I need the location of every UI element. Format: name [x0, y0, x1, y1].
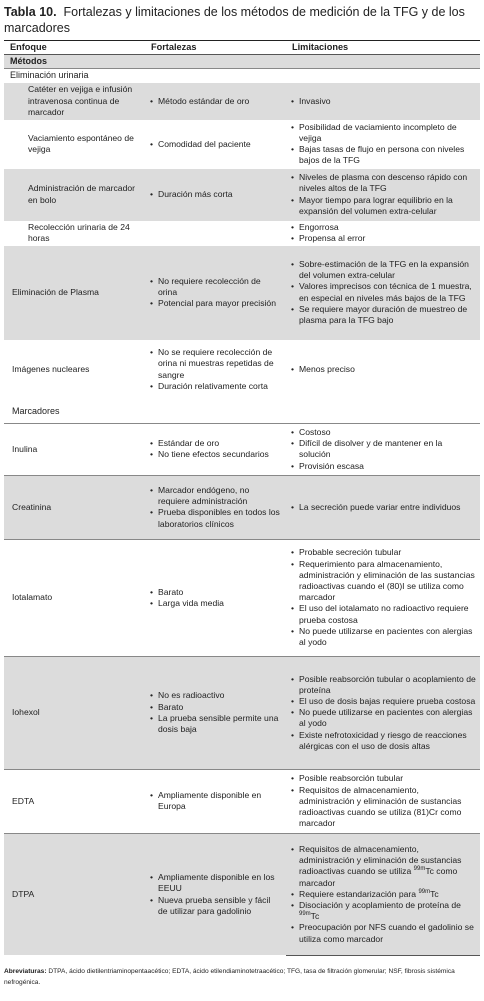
- group-eliminacion-urinaria: Eliminación urinaria: [10, 70, 89, 81]
- enfoque-cell: Inulina: [4, 423, 145, 475]
- fortalezas-cell: [145, 656, 286, 769]
- table-row: [4, 833, 480, 955]
- list-item: • Difícil de disolver y de mantener en la solución: [290, 438, 476, 460]
- table-row: [4, 539, 480, 656]
- list-item: • Método estándar de oro: [149, 96, 282, 107]
- limitaciones-cell: [286, 539, 480, 656]
- limitaciones-cell: [286, 120, 480, 169]
- fortalezas-cell: [145, 475, 286, 539]
- list-item: • Prueba disponibles en todos los laboratorios clínicos: [149, 507, 282, 529]
- enfoque-cell: Catéter en vejiga e infusión intravenosa continua de marcador: [4, 83, 145, 120]
- list-item: • Requisitos de almacenamiento, administración y eliminación de sustancias radioactivas cuando se utiliza (81)Cr como marcador: [290, 785, 476, 830]
- enfoque-cell: Imágenes nucleares: [12, 364, 90, 374]
- group-row-eliminacion: [4, 69, 480, 83]
- fortalezas-cell: [145, 246, 286, 340]
- footnote-label: Abreviaturas:: [4, 968, 47, 975]
- section-marcadores: Marcadores: [12, 405, 60, 416]
- list-item: • Duración más corta: [149, 189, 282, 200]
- list-item: • Valores imprecisos con técnica de 1 muestra, en especial en niveles más bajos de la TFG: [290, 281, 476, 303]
- fortalezas-cell: [145, 769, 286, 833]
- list-item: • Estándar de oro: [149, 438, 282, 449]
- enfoque-cell: Vaciamiento espontáneo de vejiga: [28, 132, 134, 155]
- list-item: • No requiere recolección de orina: [149, 276, 282, 298]
- strengths-limitations-table: [4, 40, 480, 956]
- table-row: [4, 83, 480, 120]
- list-item: • Invasivo: [290, 96, 476, 107]
- list-item: • La secreción puede variar entre individuos: [290, 502, 476, 513]
- list-item: • Propensa al error: [290, 233, 476, 244]
- header-enfoque: Enfoque: [4, 41, 145, 55]
- table-row: [4, 475, 480, 539]
- list-item: • Posible reabsorción tubular: [290, 773, 476, 784]
- enfoque-cell: DTPA: [4, 833, 145, 955]
- limitaciones-cell: [286, 475, 480, 539]
- fortalezas-cell: [145, 221, 286, 246]
- list-item: • No puede utilizarse en pacientes con alergias al yodo: [290, 707, 476, 729]
- list-item: • Niveles de plasma con descenso rápido con niveles altos de la TFG: [290, 172, 476, 194]
- list-item-text: Requisitos de almacenamiento, administración y eliminación de sustancias radioactivas cuando se utiliza: [299, 843, 462, 877]
- fortalezas-cell: [145, 169, 286, 221]
- list-item: • Comodidad del paciente: [149, 139, 282, 150]
- limitaciones-cell: [286, 246, 480, 340]
- list-item: • Menos preciso: [290, 364, 476, 375]
- list-item: • Preocupación por NFS cuando el gadolinio se utiliza como marcador: [290, 922, 476, 944]
- list-item: • Requerimiento para almacenamiento, administración y eliminación de las sustancias radioactivas cuando el (80)I se utiliza como marcador: [290, 559, 476, 604]
- table-label: Tabla 10.: [4, 5, 57, 19]
- list-item: • No tiene efectos secundarios: [149, 449, 282, 460]
- list-item: • Posible reabsorción tubular o acoplamiento de proteína: [290, 674, 476, 696]
- list-item: • Costoso: [290, 427, 476, 438]
- list-item: • Potencial para mayor precisión: [149, 298, 282, 309]
- list-item-text: Disociación y acoplamiento de proteína de: [299, 899, 461, 910]
- limitaciones-cell: [286, 656, 480, 769]
- list-item: • Provisión escasa: [290, 461, 476, 472]
- list-item-text: Requiere estandarización para: [299, 888, 419, 899]
- table-title: [4, 4, 480, 36]
- list-item: • Probable secreción tubular: [290, 547, 476, 558]
- fortalezas-cell: [145, 340, 286, 400]
- table-row: [4, 221, 480, 246]
- list-item: • Barato: [149, 587, 282, 598]
- list-item-text: Tc como marcador: [299, 866, 458, 888]
- list-item: • Barato: [149, 702, 282, 713]
- list-item: • Marcador endógeno, no requiere administración: [149, 485, 282, 507]
- enfoque-cell: Creatinina: [4, 475, 145, 539]
- list-item: • Ampliamente disponible en los EEUU: [149, 872, 282, 894]
- header-fortalezas: Fortalezas: [145, 41, 286, 55]
- header-row: [4, 41, 480, 55]
- enfoque-cell: Eliminación de Plasma: [4, 246, 145, 340]
- fortalezas-cell: [145, 83, 286, 120]
- enfoque-cell: EDTA: [4, 769, 145, 833]
- list-item: • Duración relativamente corta: [149, 381, 282, 392]
- limitaciones-cell: [286, 340, 480, 400]
- list-item: • Posibilidad de vaciamiento incompleto de vejiga: [290, 122, 476, 144]
- section-row-metodos: [4, 55, 480, 69]
- limitaciones-cell: [286, 833, 480, 955]
- list-item: • Nueva prueba sensible y fácil de utilizar para gadolinio: [149, 895, 282, 917]
- table-row: [4, 656, 480, 769]
- limitaciones-cell: [286, 221, 480, 246]
- footnote: [4, 966, 480, 988]
- list-item: • Ampliamente disponible en Europa: [149, 790, 282, 812]
- list-item: • El uso de dosis bajas requiere prueba costosa: [290, 696, 476, 707]
- limitaciones-cell: [286, 769, 480, 833]
- enfoque-cell: Iohexol: [4, 656, 145, 769]
- list-item: • Sobre-estimación de la TFG en la expansión del volumen extra-celular: [290, 259, 476, 281]
- list-item: • El uso del iotalamato no radioactivo requiere prueba costosa: [290, 603, 476, 625]
- limitaciones-cell: [286, 169, 480, 221]
- list-item: • La prueba sensible permite una dosis baja: [149, 713, 282, 735]
- section-row-marcadores: [4, 400, 480, 424]
- table-row: [4, 769, 480, 833]
- list-item: • Existe nefrotoxicidad y riesgo de reacciones alérgicas con el uso de dosis altas: [290, 730, 476, 752]
- table-row: [4, 246, 480, 340]
- fortalezas-cell: [145, 833, 286, 955]
- superscript: 99m: [413, 866, 426, 873]
- header-limitaciones: Limitaciones: [286, 41, 480, 55]
- fortalezas-cell: [145, 120, 286, 169]
- list-item: • Engorrosa: [290, 222, 476, 233]
- list-item: • No puede utilizarse en pacientes con alergias al yodo: [290, 626, 476, 648]
- limitaciones-cell: [286, 83, 480, 120]
- footnote-text: DTPA, ácido dietilentriaminopentaacético; EDTA, ácido etilendiaminotetraacético; TFG, tasa de filtración glomerular; NSF, fibrosis sistémica nefrogénica.: [4, 968, 455, 986]
- table-title-text: Fortalezas y limitaciones de los métodos de medición de la TFG y de los marcadores: [4, 5, 465, 35]
- list-item-text: Tc: [430, 888, 439, 899]
- list-item: [290, 844, 476, 889]
- list-item: • Mayor tiempo para lograr equilibrio en la expansión del volumen extra-celular: [290, 195, 476, 217]
- list-item: • No se requiere recolección de orina ni muestras repetidas de sangre: [149, 347, 282, 381]
- list-item: [290, 889, 476, 900]
- list-item: • Larga vida media: [149, 598, 282, 609]
- fortalezas-cell: [145, 539, 286, 656]
- list-item: • No es radioactivo: [149, 690, 282, 701]
- fortalezas-cell: [145, 423, 286, 475]
- limitaciones-cell: [286, 423, 480, 475]
- list-item: • Se requiere mayor duración de muestreo de plasma para la TFG bajo: [290, 304, 476, 326]
- list-item: • Bajas tasas de flujo en persona con niveles bajos de la TFG: [290, 144, 476, 166]
- section-metodos: Métodos: [4, 55, 480, 69]
- superscript: 99m: [418, 888, 431, 895]
- enfoque-cell: Recolección urinaria de 24 horas: [28, 221, 130, 244]
- list-item: [290, 900, 476, 922]
- superscript: 99m: [299, 911, 311, 918]
- table-row: [4, 120, 480, 169]
- table-row: [4, 423, 480, 475]
- table-row: [4, 340, 480, 400]
- list-item-text: Tc: [310, 911, 320, 922]
- enfoque-cell: Iotalamato: [4, 539, 145, 656]
- enfoque-cell: Administración de marcador en bolo: [4, 169, 145, 221]
- table-row: [4, 169, 480, 221]
